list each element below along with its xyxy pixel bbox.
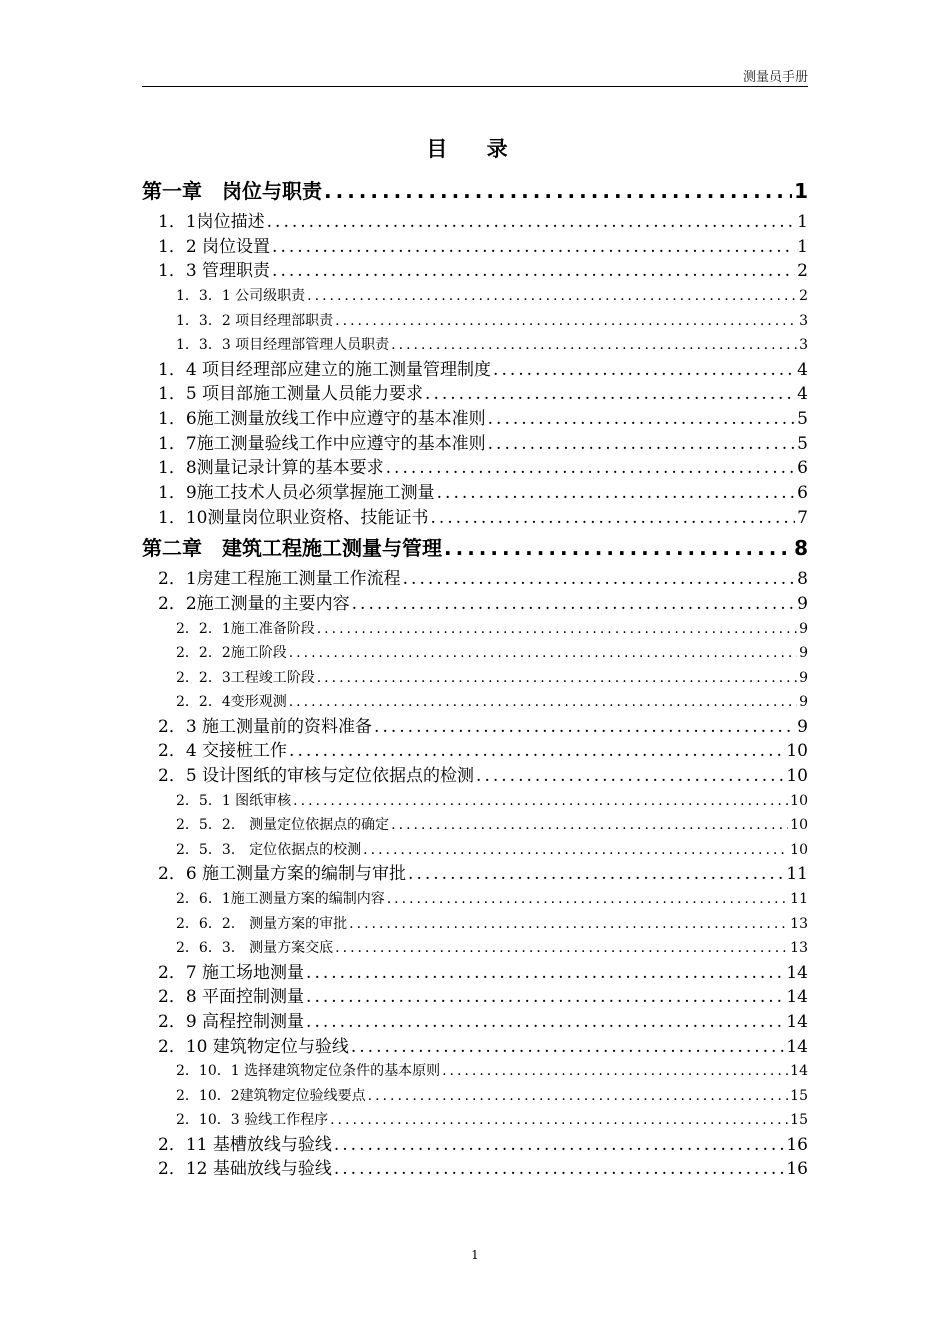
toc-section-entry[interactable]	[142, 259, 808, 284]
toc-section-entry[interactable]	[142, 1010, 808, 1035]
toc-entry-label: 2．2．3工程竣工阶段	[176, 669, 315, 686]
dot-leader	[387, 887, 788, 912]
toc-entry-label: 1．3．3 项目经理部管理人员职责	[176, 337, 390, 354]
toc-entry-label: 2．10．3 验线工作程序	[176, 1112, 329, 1129]
toc-entry-label: 2．2．4变形观测	[176, 694, 287, 711]
toc-entry-label: 2．1房建工程施工测量工作流程	[158, 569, 401, 590]
toc-entry-page: 2	[797, 261, 808, 282]
toc-subsection-entry[interactable]	[142, 1059, 808, 1084]
toc-section-entry[interactable]	[142, 764, 808, 789]
toc-entry-page: 10	[786, 766, 808, 787]
dot-leader	[408, 862, 784, 887]
toc-entry-page: 4	[797, 359, 808, 380]
dot-leader	[493, 358, 795, 383]
toc-entry-page: 13	[790, 915, 808, 932]
toc-section-entry[interactable]	[142, 456, 808, 481]
dot-leader	[425, 382, 795, 407]
dot-leader	[363, 838, 788, 863]
toc-entry-label: 2．6．1施工测量方案的编制内容	[176, 891, 385, 907]
toc-section-entry[interactable]	[142, 862, 808, 887]
toc-section-entry[interactable]	[142, 715, 808, 740]
toc-entry-label: 2．5 设计图纸的审核与定位依据点的检测	[158, 766, 475, 787]
dot-leader	[403, 567, 796, 592]
toc-entry-label: 1．5 项目部施工测量人员能力要求	[158, 384, 424, 405]
toc-section-entry[interactable]	[142, 407, 808, 432]
toc-section-entry[interactable]	[142, 1133, 808, 1158]
toc-entry-page: 15	[790, 1112, 808, 1129]
toc-entry-page: 9	[799, 669, 808, 686]
header-rule	[142, 86, 808, 87]
toc-entry-label: 1．2 岗位设置	[158, 236, 271, 257]
toc-entry-page: 11	[790, 891, 808, 907]
dot-leader	[349, 912, 788, 937]
toc-section-entry[interactable]	[142, 961, 808, 986]
toc-subsection-entry[interactable]	[142, 912, 808, 937]
toc-entry-label: 1．4 项目经理部应建立的施工测量管理制度	[158, 359, 492, 380]
toc-entry-label: 2．6．3. 测量方案交底	[176, 940, 334, 956]
toc-entry-label: 2．8 平面控制测量	[158, 987, 305, 1008]
toc-entry-label: 1．9施工技术人员必须掌握施工测量	[158, 483, 435, 503]
toc-subsection-entry[interactable]	[142, 666, 808, 691]
toc-entry-page: 10	[790, 841, 808, 858]
toc-entry-page: 9	[797, 594, 808, 615]
dot-leader	[267, 210, 796, 235]
dot-leader	[272, 259, 795, 284]
toc-entry-label: 1．6施工测量放线工作中应遵守的基本准则	[158, 408, 486, 429]
dot-leader	[317, 666, 797, 691]
toc-entry-label: 2．3 施工测量前的资料准备	[158, 716, 373, 737]
dot-leader	[289, 690, 797, 715]
toc-entry-page: 6	[797, 458, 808, 479]
toc-entry-label: 2．2施工测量的主要内容	[158, 594, 350, 615]
toc-entry-page: 9	[799, 620, 808, 637]
toc-subsection-entry[interactable]	[142, 1084, 808, 1109]
toc-entry-page: 5	[797, 433, 808, 454]
dot-leader	[289, 641, 797, 666]
toc-subsection-entry[interactable]	[142, 789, 808, 814]
toc-subsection-entry[interactable]	[142, 838, 808, 863]
toc-entry-label: 1．1岗位描述	[158, 212, 265, 232]
dot-leader	[386, 456, 796, 481]
toc-subsection-entry[interactable]	[142, 641, 808, 666]
toc-entry-page: 14	[786, 1011, 808, 1032]
toc-subsection-entry[interactable]	[142, 309, 808, 334]
toc-section-entry[interactable]	[142, 1157, 808, 1182]
dot-leader	[488, 432, 796, 457]
toc-subsection-entry[interactable]	[142, 936, 808, 961]
dot-leader	[317, 617, 797, 642]
toc-entry-label: 第一章 岗位与职责	[142, 179, 322, 203]
page-number: 1	[471, 1248, 479, 1262]
toc-section-entry[interactable]	[142, 567, 808, 592]
dot-leader	[289, 739, 784, 764]
toc-entry-page: 10	[786, 741, 808, 762]
toc-entry-page: 1	[797, 212, 808, 232]
dot-leader	[391, 813, 788, 838]
toc-entry-page: 8	[797, 569, 808, 590]
dot-leader	[334, 1157, 785, 1182]
toc-entry-page: 9	[799, 694, 808, 711]
toc-entry-label: 2．6．2. 测量方案的审批	[176, 915, 348, 932]
toc-entry-label: 2．7 施工场地测量	[158, 962, 305, 983]
toc-entry-label: 1．8测量记录计算的基本要求	[158, 458, 384, 479]
toc-entry-page: 15	[790, 1087, 808, 1104]
toc-section-entry[interactable]	[142, 481, 808, 506]
dot-leader	[352, 592, 796, 617]
toc-entry-label: 2．11 基槽放线与验线	[158, 1134, 332, 1155]
toc-entry-label: 第二章 建筑工程施工测量与管理	[142, 536, 442, 561]
dot-leader	[306, 961, 784, 986]
dot-leader	[330, 1108, 788, 1133]
toc-subsection-entry[interactable]	[142, 284, 808, 309]
dot-leader	[368, 1084, 789, 1109]
toc-entry-label: 1．7施工测量验线工作中应遵守的基本准则	[158, 433, 486, 454]
toc-entry-page: 4	[797, 384, 808, 405]
toc-entry-label: 2．5．1 图纸审核	[176, 792, 292, 809]
toc-entry-label: 2．2．1施工准备阶段	[176, 620, 315, 637]
toc-entry-label: 2．10．2建筑物定位验线要点	[176, 1087, 366, 1104]
running-header: 测量员手册	[742, 70, 808, 85]
toc-entry-label: 1．10测量岗位职业资格、技能证书	[158, 507, 429, 528]
toc-entry-page: 14	[786, 962, 808, 983]
dot-leader	[306, 1010, 784, 1035]
toc-subsection-entry[interactable]	[142, 1108, 808, 1133]
dot-leader	[272, 235, 795, 260]
toc-entry-label: 2．6 施工测量方案的编制与审批	[158, 864, 407, 885]
toc-entry-page: 3	[799, 312, 808, 329]
toc-entry-page: 9	[797, 716, 808, 737]
toc-entry-page: 1	[797, 236, 808, 257]
toc-subsection-entry[interactable]	[142, 887, 808, 912]
toc-section-entry[interactable]	[142, 210, 808, 235]
toc-section-entry[interactable]	[142, 382, 808, 407]
toc-subsection-entry[interactable]	[142, 690, 808, 715]
toc-section-entry[interactable]	[142, 358, 808, 383]
toc-chapter-entry[interactable]	[142, 173, 808, 210]
dot-leader	[488, 407, 796, 432]
toc-entry-page: 1	[794, 179, 808, 203]
toc-entry-label: 2．10．1 选择建筑物定位条件的基本原则	[176, 1063, 441, 1080]
toc-entry-page: 14	[786, 987, 808, 1008]
dot-leader	[293, 789, 788, 814]
toc-entry-page: 5	[797, 408, 808, 429]
toc-entry-label: 2．5．3. 定位依据点的校测	[176, 841, 362, 858]
toc-section-entry[interactable]	[142, 985, 808, 1010]
toc-section-entry[interactable]	[142, 432, 808, 457]
toc-entry-label: 2．2．2施工阶段	[176, 645, 287, 662]
dot-leader	[442, 1059, 788, 1084]
toc-section-entry[interactable]	[142, 506, 808, 531]
toc-entry-page: 10	[790, 792, 808, 809]
toc-entry-label: 2．12 基础放线与验线	[158, 1159, 332, 1180]
toc-entry-label: 2．4 交接桩工作	[158, 741, 288, 762]
toc-entry-label: 2．10 建筑物定位与验线	[158, 1036, 349, 1057]
toc-section-entry[interactable]	[142, 592, 808, 617]
toc-entry-page: 6	[797, 483, 808, 503]
dot-leader	[476, 764, 784, 789]
toc-chapter-entry[interactable]	[142, 530, 808, 567]
dot-leader	[437, 481, 796, 506]
toc-entry-label: 1．3．1 公司级职责	[176, 288, 306, 305]
toc-entry-page: 14	[786, 1036, 808, 1057]
dot-leader	[444, 530, 792, 567]
dot-leader	[307, 284, 797, 309]
toc-subsection-entry[interactable]	[142, 617, 808, 642]
toc-entry-label: 1．3 管理职责	[158, 261, 271, 282]
dot-leader	[351, 1035, 785, 1060]
toc-entry-page: 13	[790, 940, 808, 956]
toc-entry-page: 8	[794, 536, 808, 561]
toc-entry-page: 16	[786, 1159, 808, 1180]
toc-entry-page: 10	[790, 817, 808, 834]
dot-leader	[335, 309, 797, 334]
toc-entry-page: 2	[799, 288, 808, 305]
toc-entry-label: 2．5．2. 测量定位依据点的确定	[176, 817, 390, 834]
toc-entry-page: 11	[786, 864, 808, 885]
toc-entry-label: 1．3．2 项目经理部职责	[176, 312, 334, 329]
dot-leader	[306, 985, 784, 1010]
toc-entry-page: 3	[799, 337, 808, 354]
toc-entry-page: 16	[786, 1134, 808, 1155]
table-of-contents	[142, 173, 808, 1182]
toc-entry-page: 7	[797, 507, 808, 528]
dot-leader	[374, 715, 795, 740]
toc-section-entry[interactable]	[142, 739, 808, 764]
toc-section-entry[interactable]	[142, 1035, 808, 1060]
toc-subsection-entry[interactable]	[142, 333, 808, 358]
toc-entry-label: 2．9 高程控制测量	[158, 1011, 305, 1032]
toc-subsection-entry[interactable]	[142, 813, 808, 838]
dot-leader	[335, 936, 788, 961]
toc-entry-page: 14	[790, 1063, 808, 1080]
toc-section-entry[interactable]	[142, 235, 808, 260]
toc-entry-page: 9	[799, 645, 808, 662]
dot-leader	[430, 506, 795, 531]
dot-leader	[324, 173, 792, 210]
dot-leader	[334, 1133, 785, 1158]
toc-title: 目 录	[426, 137, 524, 161]
dot-leader	[391, 333, 797, 358]
